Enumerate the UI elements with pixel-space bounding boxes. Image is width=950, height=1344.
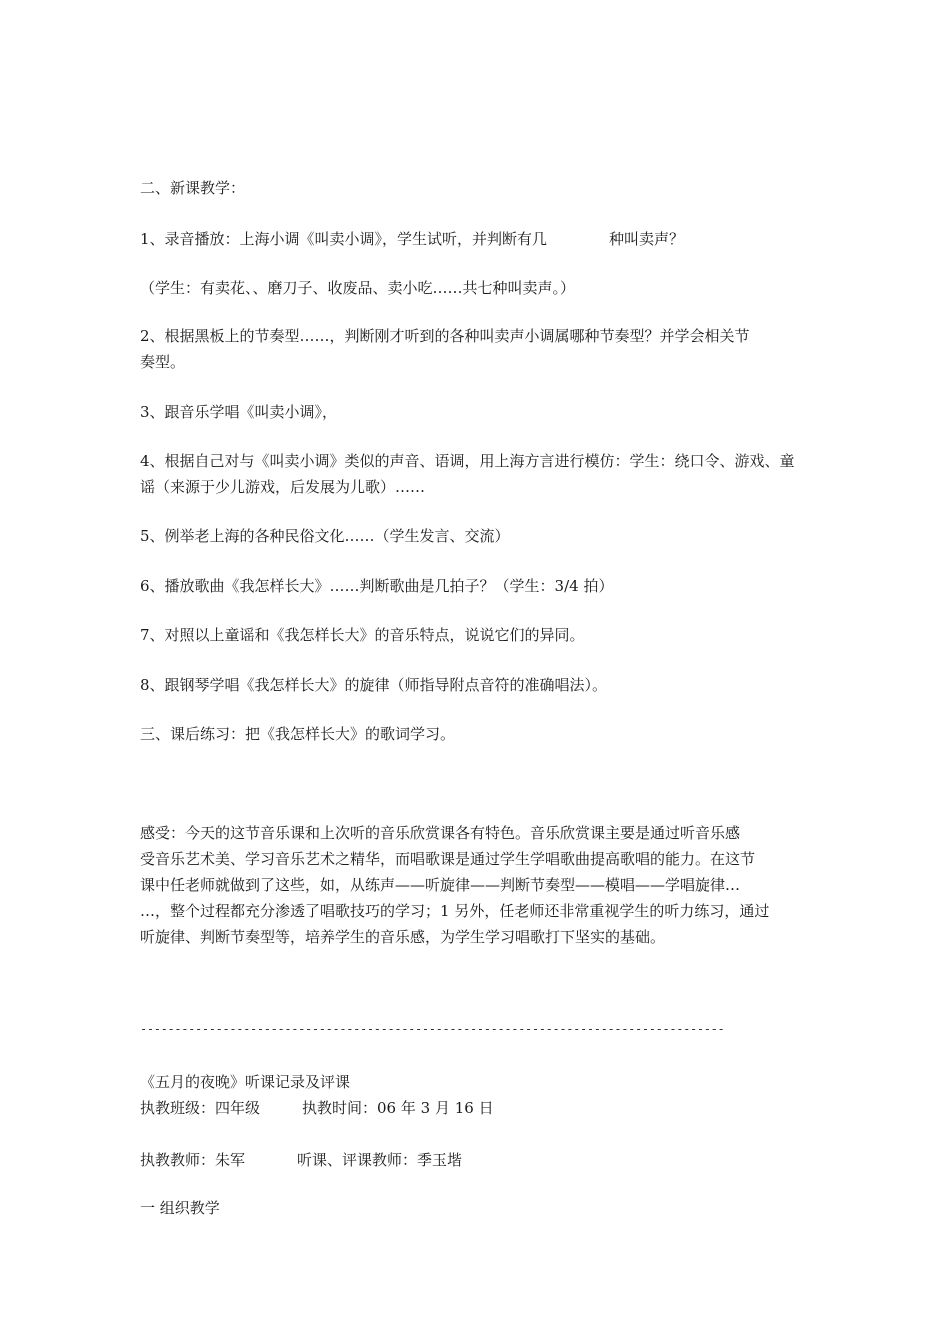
item-6: 6、播放歌曲《我怎样长大》……判断歌曲是几拍子？（学生：3/4 拍）	[140, 577, 614, 595]
item-4-line-1: 4、根据自己对与《叫卖小调》类似的声音、语调，用上海方言进行模仿：学生：绕口令、游戏、童	[140, 452, 795, 470]
item-1-text-a: 1、录音播放：上海小调《叫卖小调》，学生试听，并判断有几	[140, 230, 548, 248]
record-teachers	[140, 1150, 462, 1170]
item-1-text-b: 种叫卖声？	[609, 230, 685, 248]
reflection-line-3: 课中任老师就做到了这些，如，从练声——听旋律——判断节奏型——模唱——学唱旋律…	[140, 876, 741, 894]
item-7: 7、对照以上童谣和《我怎样长大》的音乐特点，说说它们的异同。	[140, 626, 585, 644]
record-class-time	[140, 1098, 494, 1118]
item-1	[140, 229, 684, 249]
record-observer: 听课、评课教师：季玉堦	[297, 1151, 463, 1169]
reflection-line-2: 受音乐艺术美、学习音乐艺术之精华，而唱歌课是通过学生学唱歌曲提高歌唱的能力。在这节	[140, 850, 756, 868]
item-2-line-2: 奏型。	[140, 353, 186, 371]
record-part-1: 一 组织教学	[140, 1199, 220, 1217]
reflection-line-1: 感受：今天的这节音乐课和上次听的音乐欣赏课各有特色。音乐欣赏课主要是通过听音乐感	[140, 824, 741, 842]
record-class: 执教班级：四年级	[140, 1099, 261, 1117]
item-8: 8、跟钢琴学唱《我怎样长大》的旋律（师指导附点音符的准确唱法）。	[140, 676, 608, 694]
record-time: 执教时间：06 年 3 月 16 日	[302, 1099, 494, 1117]
record-title: 《五月的夜晚》听课记录及评课	[140, 1073, 351, 1091]
reflection-line-5: 听旋律、判断节奏型等，培养学生的音乐感，为学生学习唱歌打下坚实的基础。	[140, 928, 666, 946]
reflection-line-4: …，整个过程都充分渗透了唱歌技巧的学习；1 另外，任老师还非常重视学生的听力练习，通过	[140, 902, 770, 920]
item-4	[140, 448, 820, 500]
record-teacher: 执教教师：朱军	[140, 1151, 246, 1169]
item-2-line-1: 2、根据黑板上的节奏型……，判断刚才听到的各种叫卖声小调属哪种节奏型？并学会相关节	[140, 327, 750, 345]
dashed-divider: -------------------------------------------------------------------------------------	[140, 1022, 725, 1036]
reflection-paragraph	[140, 820, 820, 950]
section-3-text: 三、课后练习：把《我怎样长大》的歌词学习。	[140, 725, 456, 743]
section-2-heading: 二、新课教学：	[140, 179, 246, 197]
item-1-note: （学生：有卖花、、磨刀子、收废品、卖小吃……共七种叫卖声。）	[140, 279, 576, 297]
item-4-line-2: 谣（来源于少儿游戏，后发展为儿歌）……	[140, 478, 426, 496]
item-3: 3、跟音乐学唱《叫卖小调》，	[140, 403, 338, 421]
item-2	[140, 323, 820, 375]
item-5: 5、例举老上海的各种民俗文化……（学生发言、交流）	[140, 527, 510, 545]
